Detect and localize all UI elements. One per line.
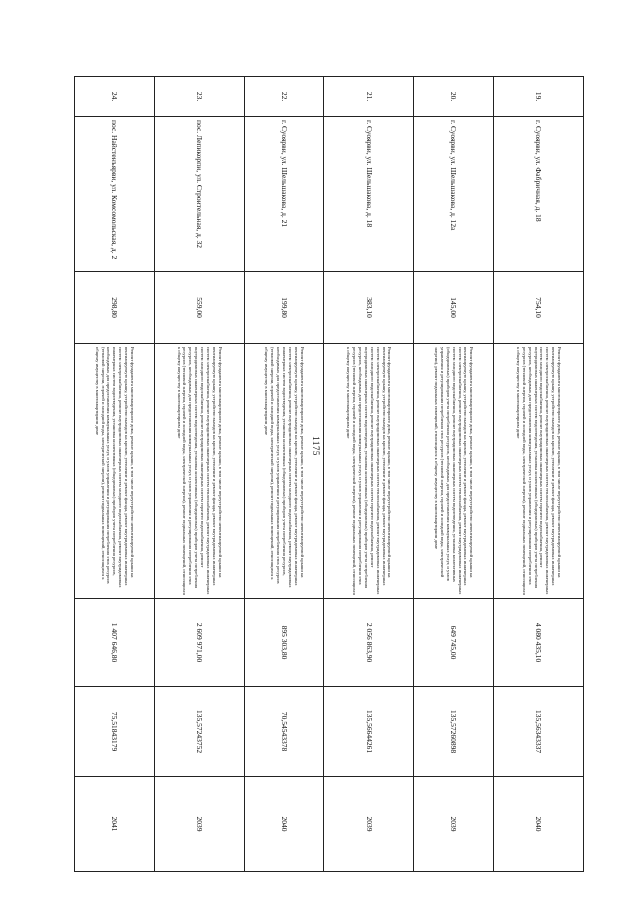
row-specific-cost: 75,51843179	[75, 687, 155, 777]
row-year: 2039	[154, 777, 244, 872]
row-address: г. Суоярви, ул. Фабричная, д. 18	[494, 117, 584, 272]
table-row	[414, 77, 494, 872]
row-works: Ремонт фундамента многоквартирного дома, ремонт крыши, в том числе переустройство невентилируемой крыши на вентилируемую крышу, устройство выходов на кровлю, утепление и ремонт фасада, ремонт внутридомовых инженерных систем электроснабжения, ремонт внутридомовых инженерных систем холодного водоснабжения, ремонт внутридомовых инженерных систем водоотведения, установка коллективных (общедомовых) приборов учета потребления ресурсов, необходимых для предоставления коммунальных услуг, и узлов управления и регулирования потребления этих ресурсов (тепловой энергии, горячей и холодной воды, электрической энергии), ремонт подвальных помещений, относящихся к общему имуществу в многоквартирном доме	[244, 344, 324, 599]
row-area: 199,80	[244, 272, 324, 344]
row-works: Ремонт фундамента многоквартирного дома, ремонт крыши, в том числе переустройство невентилируемой крыши на вентилируемую крышу, устройство выходов на кровлю, утепление и ремонт фасада, ремонт внутридомовых инженерных систем электроснабжения, ремонт внутридомовых инженерных систем холодного водоснабжения, ремонт внутридомовых инженерных систем водоотведения, установка коллективных (общедомовых) приборов учета потребления ресурсов, необходимых для предоставления коммунальных услуг, и узлов управления и регулирования потребления этих ресурсов (тепловой энергии, горячей и холодной воды, электрической энергии), ремонт подвальных помещений, относящихся к общему имуществу в многоквартирном доме	[75, 344, 155, 599]
row-number: 19.	[494, 77, 584, 117]
row-year: 2041	[75, 777, 155, 872]
row-address: г. Суоярви, ул. Шельшакова, д. 21	[244, 117, 324, 272]
row-address: пос. Лепикорпи, ул. Строительная, д. 32	[154, 117, 244, 272]
table-row	[494, 77, 584, 872]
row-works: Ремонт фундамента многоквартирного дома, ремонт крыши, в том числе переустройство невентилируемой крыши на вентилируемую крышу, устройство выходов на кровлю, утепление и ремонт фасада, ремонт внутридомовых инженерных систем электроснабжения, ремонт внутридомовых инженерных систем теплоснабжения, ремонт внутридомовых инженерных систем холодного водоснабжения, ремонт внутридомовых инженерных систем горячего водоснабжения, ремонт внутридомовых инженерных систем водоотведения, установка коллективных (общедомовых) приборов учета потребления ресурсов, необходимых для предоставления коммунальных услуг, и узлов управления и регулирования потребления этих ресурсов (тепловой энергии, горячей и холодной воды, электрической энергии), ремонт подвальных помещений, относящихся к общему имуществу в многоквартирном доме	[494, 344, 584, 599]
row-cost: 2 609 971,00	[154, 599, 244, 687]
row-specific-cost: 135,56644261	[324, 687, 414, 777]
row-address: г. Суоярви, ул. Шельшакова, д. 18	[324, 117, 414, 272]
row-cost: 895 303,80	[244, 599, 324, 687]
table-row	[154, 77, 244, 872]
row-area: 754,10	[494, 272, 584, 344]
table-row	[244, 77, 324, 872]
table-container	[74, 76, 584, 871]
row-specific-cost: 135,56343337	[494, 687, 584, 777]
row-number: 20.	[414, 77, 494, 117]
row-cost: 1 407 646,80	[75, 599, 155, 687]
row-number: 24.	[75, 77, 155, 117]
row-number: 21.	[324, 77, 414, 117]
row-specific-cost: 135,57260898	[414, 687, 494, 777]
row-year: 2039	[414, 777, 494, 872]
table-row	[324, 77, 414, 872]
row-works: Ремонт фундамента многоквартирного дома, ремонт крыши, в том числе переустройство невентилируемой крыши на вентилируемую крышу, устройство выходов на кровлю, утепление и ремонт фасада, ремонт внутридомовых инженерных систем электроснабжения, ремонт внутридомовых инженерных систем теплоснабжения, ремонт внутридомовых инженерных систем холодного водоснабжения, ремонт внутридомовых инженерных систем горячего водоснабжения, ремонт внутридомовых инженерных систем водоотведения, установка коллективных (общедомовых) приборов учета потребления ресурсов, необходимых для предоставления коммунальных услуг, и узлов управления и регулирования потребления этих ресурсов (тепловой энергии, горячей и холодной воды, электрической энергии), ремонт подвальных помещений, относящихся к общему имуществу в многоквартирном доме	[324, 344, 414, 599]
row-cost: 649 745,00	[414, 599, 494, 687]
row-year: 2039	[324, 777, 414, 872]
row-area: 559,00	[154, 272, 244, 344]
row-area: 298,80	[75, 272, 155, 344]
row-cost: 4 080 435,10	[494, 599, 584, 687]
row-works: Ремонт фундамента многоквартирного дома, ремонт крыши, в том числе переустройство невентилируемой крыши на вентилируемую крышу, устройство выходов на кровлю, утепление и ремонт фасада, ремонт внутридомовых инженерных систем электроснабжения, ремонт внутридомовых инженерных систем теплоснабжения, ремонт внутридомовых инженерных систем холодного водоснабжения, ремонт внутридомовых инженерных систем водоотведения, установка коллективных (общедомовых) приборов учета потребления ресурсов, необходимых для предоставления коммунальных услуг, и узлов управления и регулирования потребления этих ресурсов (тепловой энергии, горячей и холодной воды, электрической энергии), ремонт подвальных помещений, относящихся к общему имуществу в многоквартирном доме	[414, 344, 494, 599]
table-row	[75, 77, 155, 872]
row-year: 2040	[244, 777, 324, 872]
row-year: 2040	[494, 777, 584, 872]
repair-program-table	[74, 76, 584, 872]
rotated-table-frame	[74, 76, 584, 871]
row-area: 145,00	[414, 272, 494, 344]
row-area: 383,10	[324, 272, 414, 344]
row-specific-cost: 70,54543378	[244, 687, 324, 777]
row-works: Ремонт фундамента многоквартирного дома, ремонт крыши, в том числе переустройство невентилируемой крыши на вентилируемую крышу, устройство выходов на кровлю, утепление и ремонт фасада, ремонт внутридомовых инженерных систем электроснабжения, ремонт внутридомовых инженерных систем теплоснабжения, ремонт внутридомовых инженерных систем холодного водоснабжения, ремонт внутридомовых инженерных систем горячего водоснабжения, ремонт внутридомовых инженерных систем водоотведения, установка коллективных (общедомовых) приборов учета потребления ресурсов, необходимых для предоставления коммунальных услуг, и узлов управления и регулирования потребления этих ресурсов (тепловой энергии, горячей и холодной воды, электрической энергии), ремонт подвальных помещений, относящихся к общему имуществу в многоквартирном доме	[154, 344, 244, 599]
row-specific-cost: 135,57243752	[154, 687, 244, 777]
row-cost: 2 056 863,90	[324, 599, 414, 687]
row-number: 22.	[244, 77, 324, 117]
row-address: пос. Найстенъярви, ул. Комсомольская, д. 2	[75, 117, 155, 272]
row-address: г. Суоярви, ул. Шельшакова, д. 12а	[414, 117, 494, 272]
row-number: 23.	[154, 77, 244, 117]
page-number: 1175	[311, 436, 321, 456]
